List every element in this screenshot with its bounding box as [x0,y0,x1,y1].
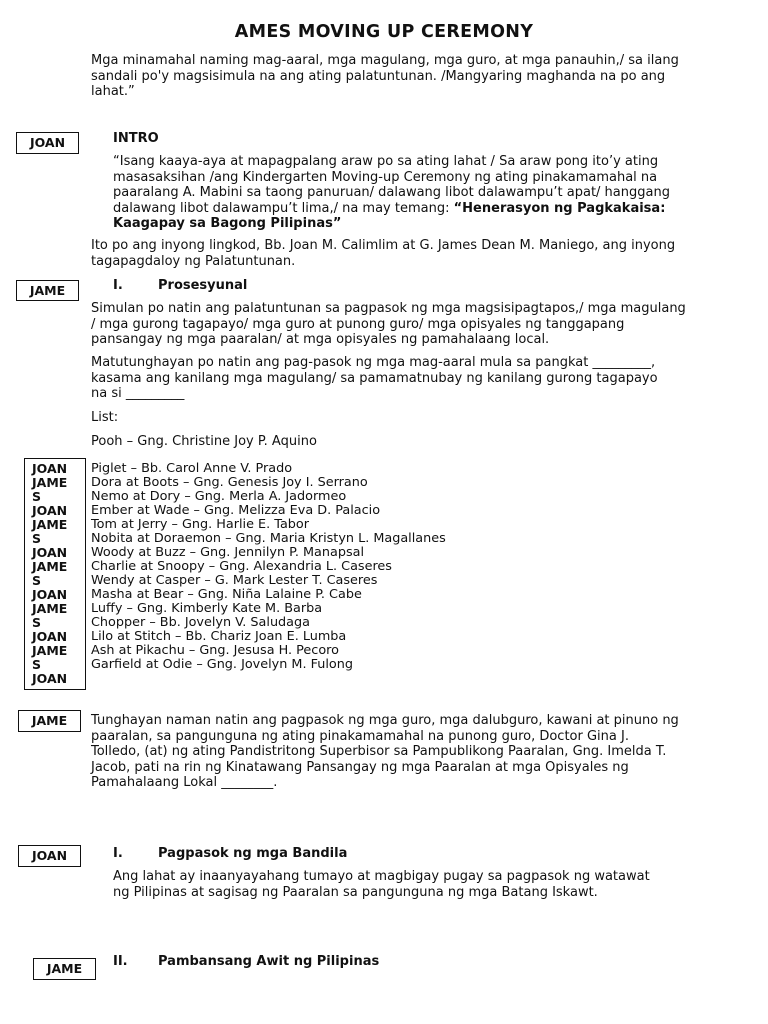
speaker-box-teachers: JAME [18,710,81,732]
list-item: Luffy – Gng. Kimberly Kate M. Barba [91,601,323,616]
list-item: Nemo at Dory – Gng. Merla A. Jadormeo [91,489,347,504]
list-item: Masha at Bear – Gng. Niña Lalaine P. Cabe [91,587,362,602]
flags-paragraph: Ang lahat ay inaanyayahang tumayo at magbigay pugay sa pagpasok ng watawat ng Pilipinas at sagisag ng Paaralan sa pangunguna ng mga Batang Iskawt. [113,869,650,900]
speaker-box-processional: JAME [16,280,79,301]
teachers-paragraph: Tunghayan naman natin ang pagpasok ng mga guro, mga dalubguro, kawani at pinuno ng paaralan, sa pangunguna ng ating pinakamamahal na punong guro, Doctor Gina J. Tolledo, (at) ng ating Pandistritong Superbisor sa Pampublikong Paaralan, Gng. Imelda T. Jacob, pati na rin ng Kinatawang Pansangay ng mga Paaralan at mga Opisyales ng Pamahalaang Lokal ________. [91,713,679,790]
speaker-column-line: JOAN [32,461,68,476]
speaker-column-box [24,458,86,690]
speaker-column-line: S [32,657,42,672]
list-item: Dora at Boots – Gng. Genesis Joy I. Serrano [91,475,368,490]
speaker-box-flags: JOAN [18,845,81,867]
processional-paragraph-2: Matutunghayan po natin ang pag-pasok ng mga mag-aaral mula sa pangkat _________, kasama ang kanilang mga magulang/ sa pamamatnubay ng kanilang gurong tagapayo na si _________ [91,355,658,401]
flags-title: Pagpasok ng mga Bandila [158,846,348,861]
speaker-column-line: JAME [32,475,68,490]
list-first-item: Pooh – Gng. Christine Joy P. Aquino [91,434,317,449]
anthem-number: II. [113,954,128,969]
speaker-column-line: JOAN [32,503,68,518]
speaker-column-line: S [32,531,42,546]
intro-quote [113,154,673,232]
list-item: Lilo at Stitch – Bb. Chariz Joan E. Lumba [91,629,347,644]
list-item: Wendy at Casper – G. Mark Lester T. Caseres [91,573,378,588]
processional-paragraph-1: Simulan po natin ang palatuntunan sa pagpasok ng mga magsisipagtapos,/ mga magulang / mga gurong tagapayo/ mga guro at punong guro/ mga opisyales ng tanggapang pansangay ng mga paaralan/ at mga opisyales ng pamahalaang local. [91,301,686,347]
opening-paragraph: Mga minamahal naming mag-aaral, mga magulang, mga guro, at mga panauhin,/ sa ilang sandali po'y magsisimula na ang ating palatuntunan. /Mangyaring maghanda na po ang lahat.” [91,53,679,99]
list-item: Ember at Wade – Gng. Melizza Eva D. Palacio [91,503,381,518]
speaker-column-line: JAME [32,601,68,616]
speaker-column-line: S [32,615,42,630]
list-label: List: [91,410,119,425]
speaker-column-line: S [32,573,42,588]
flags-heading [113,846,347,861]
intro-heading: INTRO [113,131,159,146]
list-item: Nobita at Doraemon – Gng. Maria Kristyn L. Magallanes [91,531,446,546]
speaker-column-line: JAME [32,517,68,532]
list-item: Ash at Pikachu – Gng. Jesusa H. Pecoro [91,643,339,658]
speaker-column-line: JOAN [32,629,68,644]
anthem-heading [113,954,379,969]
speaker-column-line: JOAN [32,671,68,686]
speaker-column-line: JOAN [32,587,68,602]
processional-number: I. [113,278,123,293]
speaker-box-anthem: JAME [33,958,96,980]
page-title: AMES MOVING UP CEREMONY [234,22,534,42]
speaker-column-line: JAME [32,559,68,574]
intro-hosts: Ito po ang inyong lingkod, Bb. Joan M. Calimlim at G. James Dean M. Maniego, ang inyong tagapagdaloy ng Palatuntunan. [91,238,676,269]
list-item: Woody at Buzz – Gng. Jennilyn P. Manapsal [91,545,365,560]
list-item: Chopper – Bb. Jovelyn V. Saludaga [91,615,310,630]
speaker-box-intro: JOAN [16,132,79,154]
intro-quote-text: “Isang kaaya-aya at mapagpalang araw po sa ating lahat / Sa araw pong ito’y ating masasaksihan /ang Kindergarten Moving-up Ceremony ng ating pinakamamahal na paaralang A. Mabini sa taong panuruan/ dalawang libot dalawampu’t apat/ hanggang dalawang libot dalawampu’t lima,/ na may temang: [113,154,670,216]
list-item: Garfield at Odie – Gng. Jovelyn M. Fulong [91,657,353,672]
flags-number: I. [113,846,123,861]
speaker-column-line: JOAN [32,545,68,560]
class-list [91,462,571,672]
processional-heading [113,278,247,293]
speaker-column-line: S [32,489,42,504]
speaker-column [25,462,85,686]
list-item: Tom at Jerry – Gng. Harlie E. Tabor [91,517,310,532]
processional-title: Prosesyunal [158,278,248,293]
list-item: Piglet – Bb. Carol Anne V. Prado [91,461,293,476]
anthem-title: Pambansang Awit ng Pilipinas [158,954,380,969]
list-item: Charlie at Snoopy – Gng. Alexandria L. Caseres [91,559,392,574]
speaker-column-line: JAME [32,643,68,658]
intro-theme: “Henerasyon ng Pagkakaisa: Kaagapay sa Bagong Pilipinas” [113,200,666,231]
